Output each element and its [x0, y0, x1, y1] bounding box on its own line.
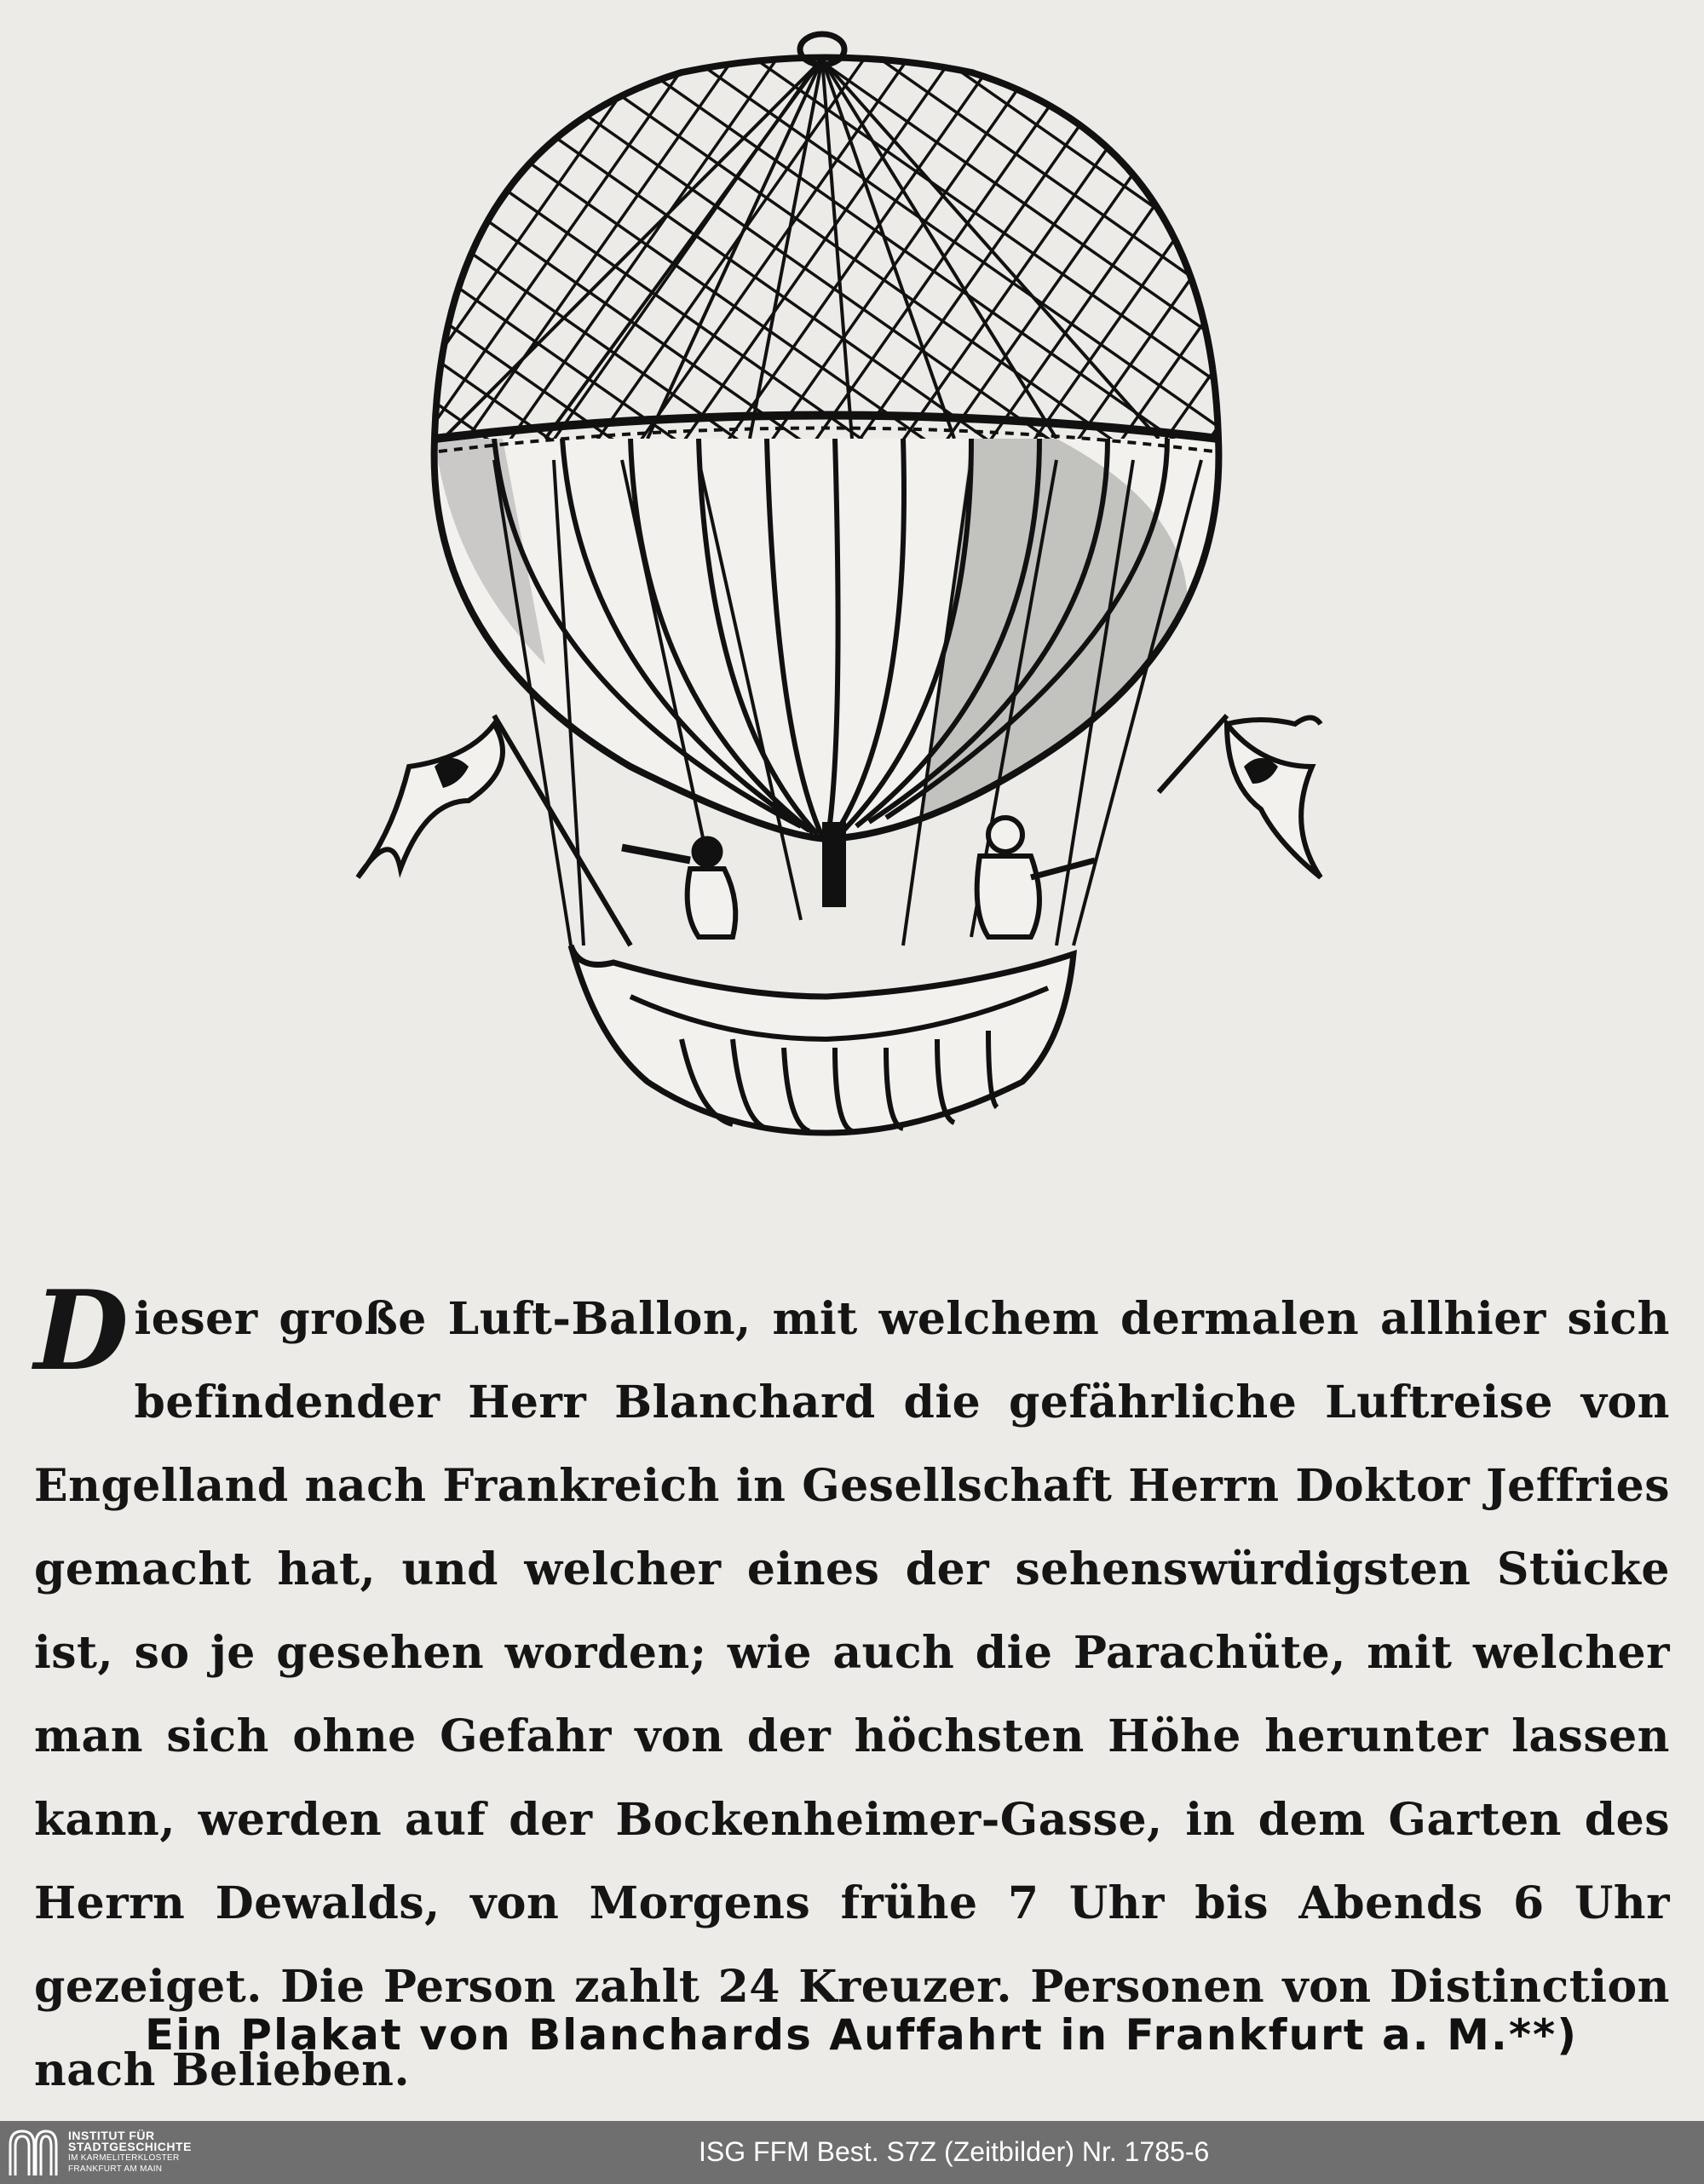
arches-icon [7, 2128, 58, 2177]
poster-text: ieser große Luft-Ballon, mit welchem dermalen allhier sich befindender Herr Blanchard die gefährliche Luftreise von Engelland nach Frankreich in Gesellschaft Herrn Doktor Jeffries gemacht hat, und welcher eines der sehenswürdigsten Stücke ist, so je gesehen worden; wie auch die Parachüte, mit welcher man sich ohne Gefahr von der höchsten Höhe herunter lassen kann, werden auf der Bockenheimer-Gasse, in dem Garten des Herrn Dewalds, von Morgens frühe 7 Uhr bis Abends 6 Uhr gezeiget. Die Person zahlt 24 Kreuzer. Personen von Distinction nach Belieben. [34, 1293, 1670, 2096]
balloon-illustration [324, 17, 1380, 1150]
logo-line-2: STADTGESCHICHTE [68, 2140, 192, 2153]
logo-line-1: INSTITUT FÜR [68, 2129, 155, 2142]
archive-reference: ISG FFM Best. S7Z (Zeitbilder) Nr. 1785-6 [699, 2136, 1210, 2167]
institute-logo [7, 2128, 237, 2177]
logo-line-3: IM KARMELITERKLOSTER [68, 2153, 180, 2163]
logo-text [68, 2130, 192, 2175]
logo-line-4: FRANKFURT AM MAIN [68, 2164, 163, 2174]
balloon-drawing [324, 17, 1380, 1150]
archive-footer-bar [0, 2121, 1704, 2184]
poster-caption: Ein Plakat von Blanchards Auffahrt in Frankfurt a. M.**) [145, 2010, 1579, 2060]
drop-cap: D [34, 1267, 130, 1395]
poster-body-text [34, 1267, 1670, 2112]
